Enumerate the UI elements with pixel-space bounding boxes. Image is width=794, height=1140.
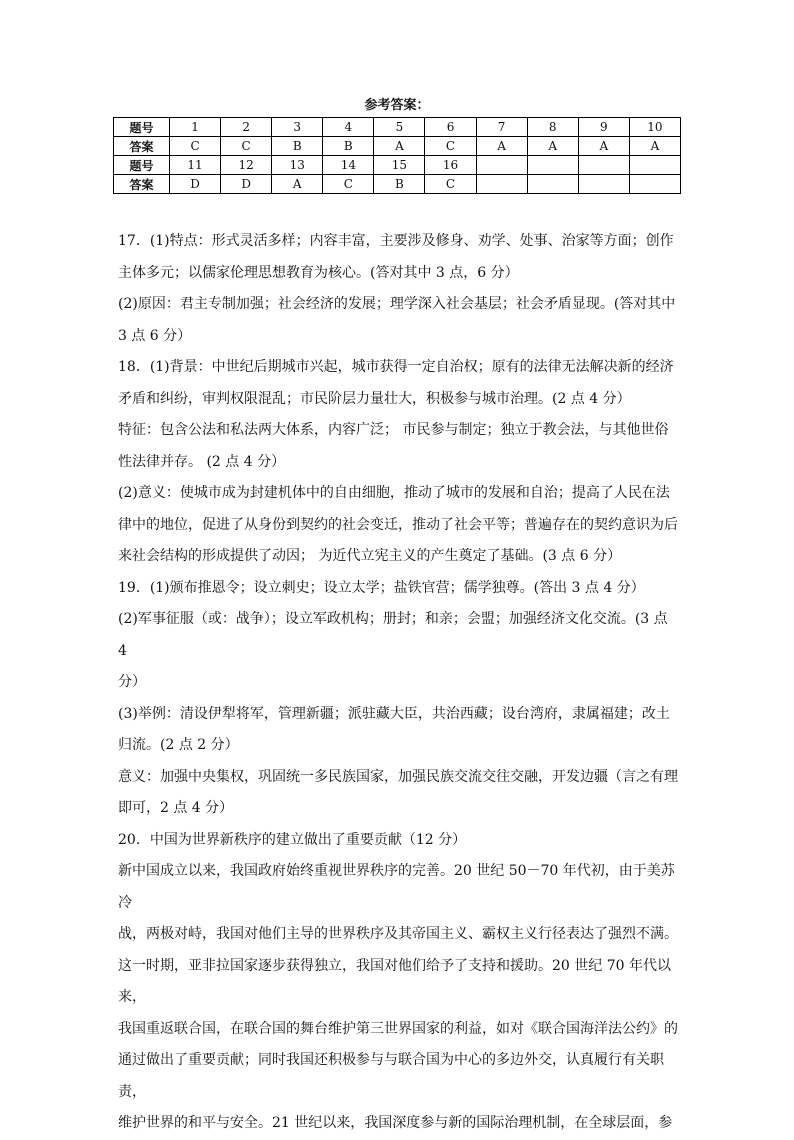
text-line: 3 点 6 分） [118, 327, 192, 344]
table-cell: 3 [272, 118, 323, 137]
table-cell: 11 [170, 156, 221, 175]
table-cell: C [425, 175, 476, 194]
table-cell: C [323, 175, 374, 194]
answer-explanations [118, 226, 678, 1140]
table-cell: 5 [374, 118, 425, 137]
answer-table [113, 117, 681, 194]
text-line: (2)原因：君主专制加强；社会经济的发展；理学深入社会基层；社会矛盾显现。(答对其中 [118, 296, 676, 312]
table-cell: A [476, 137, 527, 156]
text-line: 18．(1)背景：中世纪后期城市兴起，城市获得一定自治权；原有的法律无法解决新的经济 [118, 359, 674, 375]
table-cell: 9 [578, 118, 629, 137]
text-line: 战，两极对峙，我国对他们主导的世界秩序及其帝国主义、霸权主义行径表达了强烈不满。 [118, 926, 678, 942]
table-cell: C [425, 137, 476, 156]
text-line: 矛盾和纠纷，审判权限混乱；市民阶层力量壮大，积极参与城市治理。(2 点 4 分） [118, 390, 631, 407]
table-cell: A [272, 175, 323, 194]
row-header: 答案 [114, 175, 170, 194]
table-cell: B [272, 137, 323, 156]
text-line: 律中的地位，促进了从身份到契约的社会变迁，推动了社会平等；普遍存在的契约意识为后 [118, 516, 678, 533]
table-cell: A [527, 137, 578, 156]
table-cell: 4 [323, 118, 374, 137]
answer-key-title: 参考答案： [364, 98, 430, 113]
row-header: 答案 [114, 137, 170, 156]
text-line: 19．(1)颁布推恩令；设立刺史；设立太学；盐铁官营；儒学独尊。(答出 3 点 4 分） [118, 579, 645, 596]
text-line: 这一时期，亚非拉国家逐步获得独立，我国对他们给予了支持和援助。20 世纪 70 年代以来， [118, 957, 671, 1005]
table-cell [527, 175, 578, 194]
table-cell: 15 [374, 156, 425, 175]
table-cell: C [221, 137, 272, 156]
text-line: 20．中国为世界新秩序的建立做出了重要贡献（12 分） [118, 831, 467, 848]
text-line: 归流。(2 点 2 分） [118, 737, 239, 753]
text-line: 特征：包含公法和私法两大体系，内容广泛； 市民参与制定；独立于教会法，与其他世俗 [118, 422, 669, 438]
text-line: (2)军事征服（或：战争）；设立军政机构；册封；和亲；会盟；加强经济文化交流。(3 点 4 [118, 611, 668, 659]
table-cell [629, 175, 680, 194]
table-cell [476, 175, 527, 194]
text-line: (2)意义：使城市成为封建机体中的自由细胞，推动了城市的发展和自治；提高了人民在法 [118, 485, 670, 501]
table-cell: B [374, 175, 425, 194]
text-line: 分） [118, 674, 146, 690]
text-line: 来社会结构的形成提供了动因； 为近代立宪主义的产生奠定了基础。(3 点 6 分） [118, 548, 622, 564]
table-cell [578, 156, 629, 175]
table-cell: 16 [425, 156, 476, 175]
table-row [114, 156, 681, 175]
table-cell: 14 [323, 156, 374, 175]
table-row [114, 137, 681, 156]
table-cell: A [578, 137, 629, 156]
text-line: 新中国成立以来，我国政府始终重视世界秩序的完善。20 世纪 50－70 年代初，由于美苏冷 [118, 863, 675, 911]
row-header: 题号 [114, 118, 170, 137]
table-cell: D [221, 175, 272, 194]
table-cell: D [170, 175, 221, 194]
table-cell: 12 [221, 156, 272, 175]
table-cell: 8 [527, 118, 578, 137]
table-cell: 2 [221, 118, 272, 137]
table-cell [629, 156, 680, 175]
text-line: 维护世界的和平与安全。21 世纪以来，我国深度参与新的国际治理机制，在全球层面，参 [118, 1115, 673, 1131]
text-line: (3)举例：清设伊犁将军，管理新疆；派驻藏大臣，共治西藏；设台湾府，隶属福建；改土 [118, 705, 670, 722]
table-cell: 1 [170, 118, 221, 137]
text-line: 即可，2 点 4 分） [118, 800, 234, 816]
text-line: 我国重返联合国，在联合国的舞台维护第三世界国家的利益，如对《联合国海洋法公约》的 [118, 1020, 678, 1037]
table-row [114, 175, 681, 194]
table-row [114, 118, 681, 137]
table-cell: C [170, 137, 221, 156]
table-cell [527, 156, 578, 175]
table-cell: A [629, 137, 680, 156]
row-header: 题号 [114, 156, 170, 175]
table-cell: 10 [629, 118, 680, 137]
table-cell: 7 [476, 118, 527, 137]
table-cell: 6 [425, 118, 476, 137]
text-line: 通过做出了重要贡献；同时我国还积极参与与联合国为中心的多边外交，认真履行有关职责， [118, 1052, 664, 1100]
text-line: 17．(1)特点：形式灵活多样；内容丰富，主要涉及修身、劝学、处事、治家等方面；创作 [118, 233, 674, 249]
table-cell [578, 175, 629, 194]
text-line: 意义：加强中央集权，巩固统一多民族国家，加强民族交流交往交融，开发边疆（言之有理 [118, 768, 678, 785]
table-cell: B [323, 137, 374, 156]
table-cell [476, 156, 527, 175]
text-line: 性法律并存。 (2 点 4 分） [118, 453, 286, 470]
table-cell: 13 [272, 156, 323, 175]
text-line: 主体多元；以儒家伦理思想教育为核心。(答对其中 3 点，6 分） [118, 264, 519, 281]
table-cell: A [374, 137, 425, 156]
